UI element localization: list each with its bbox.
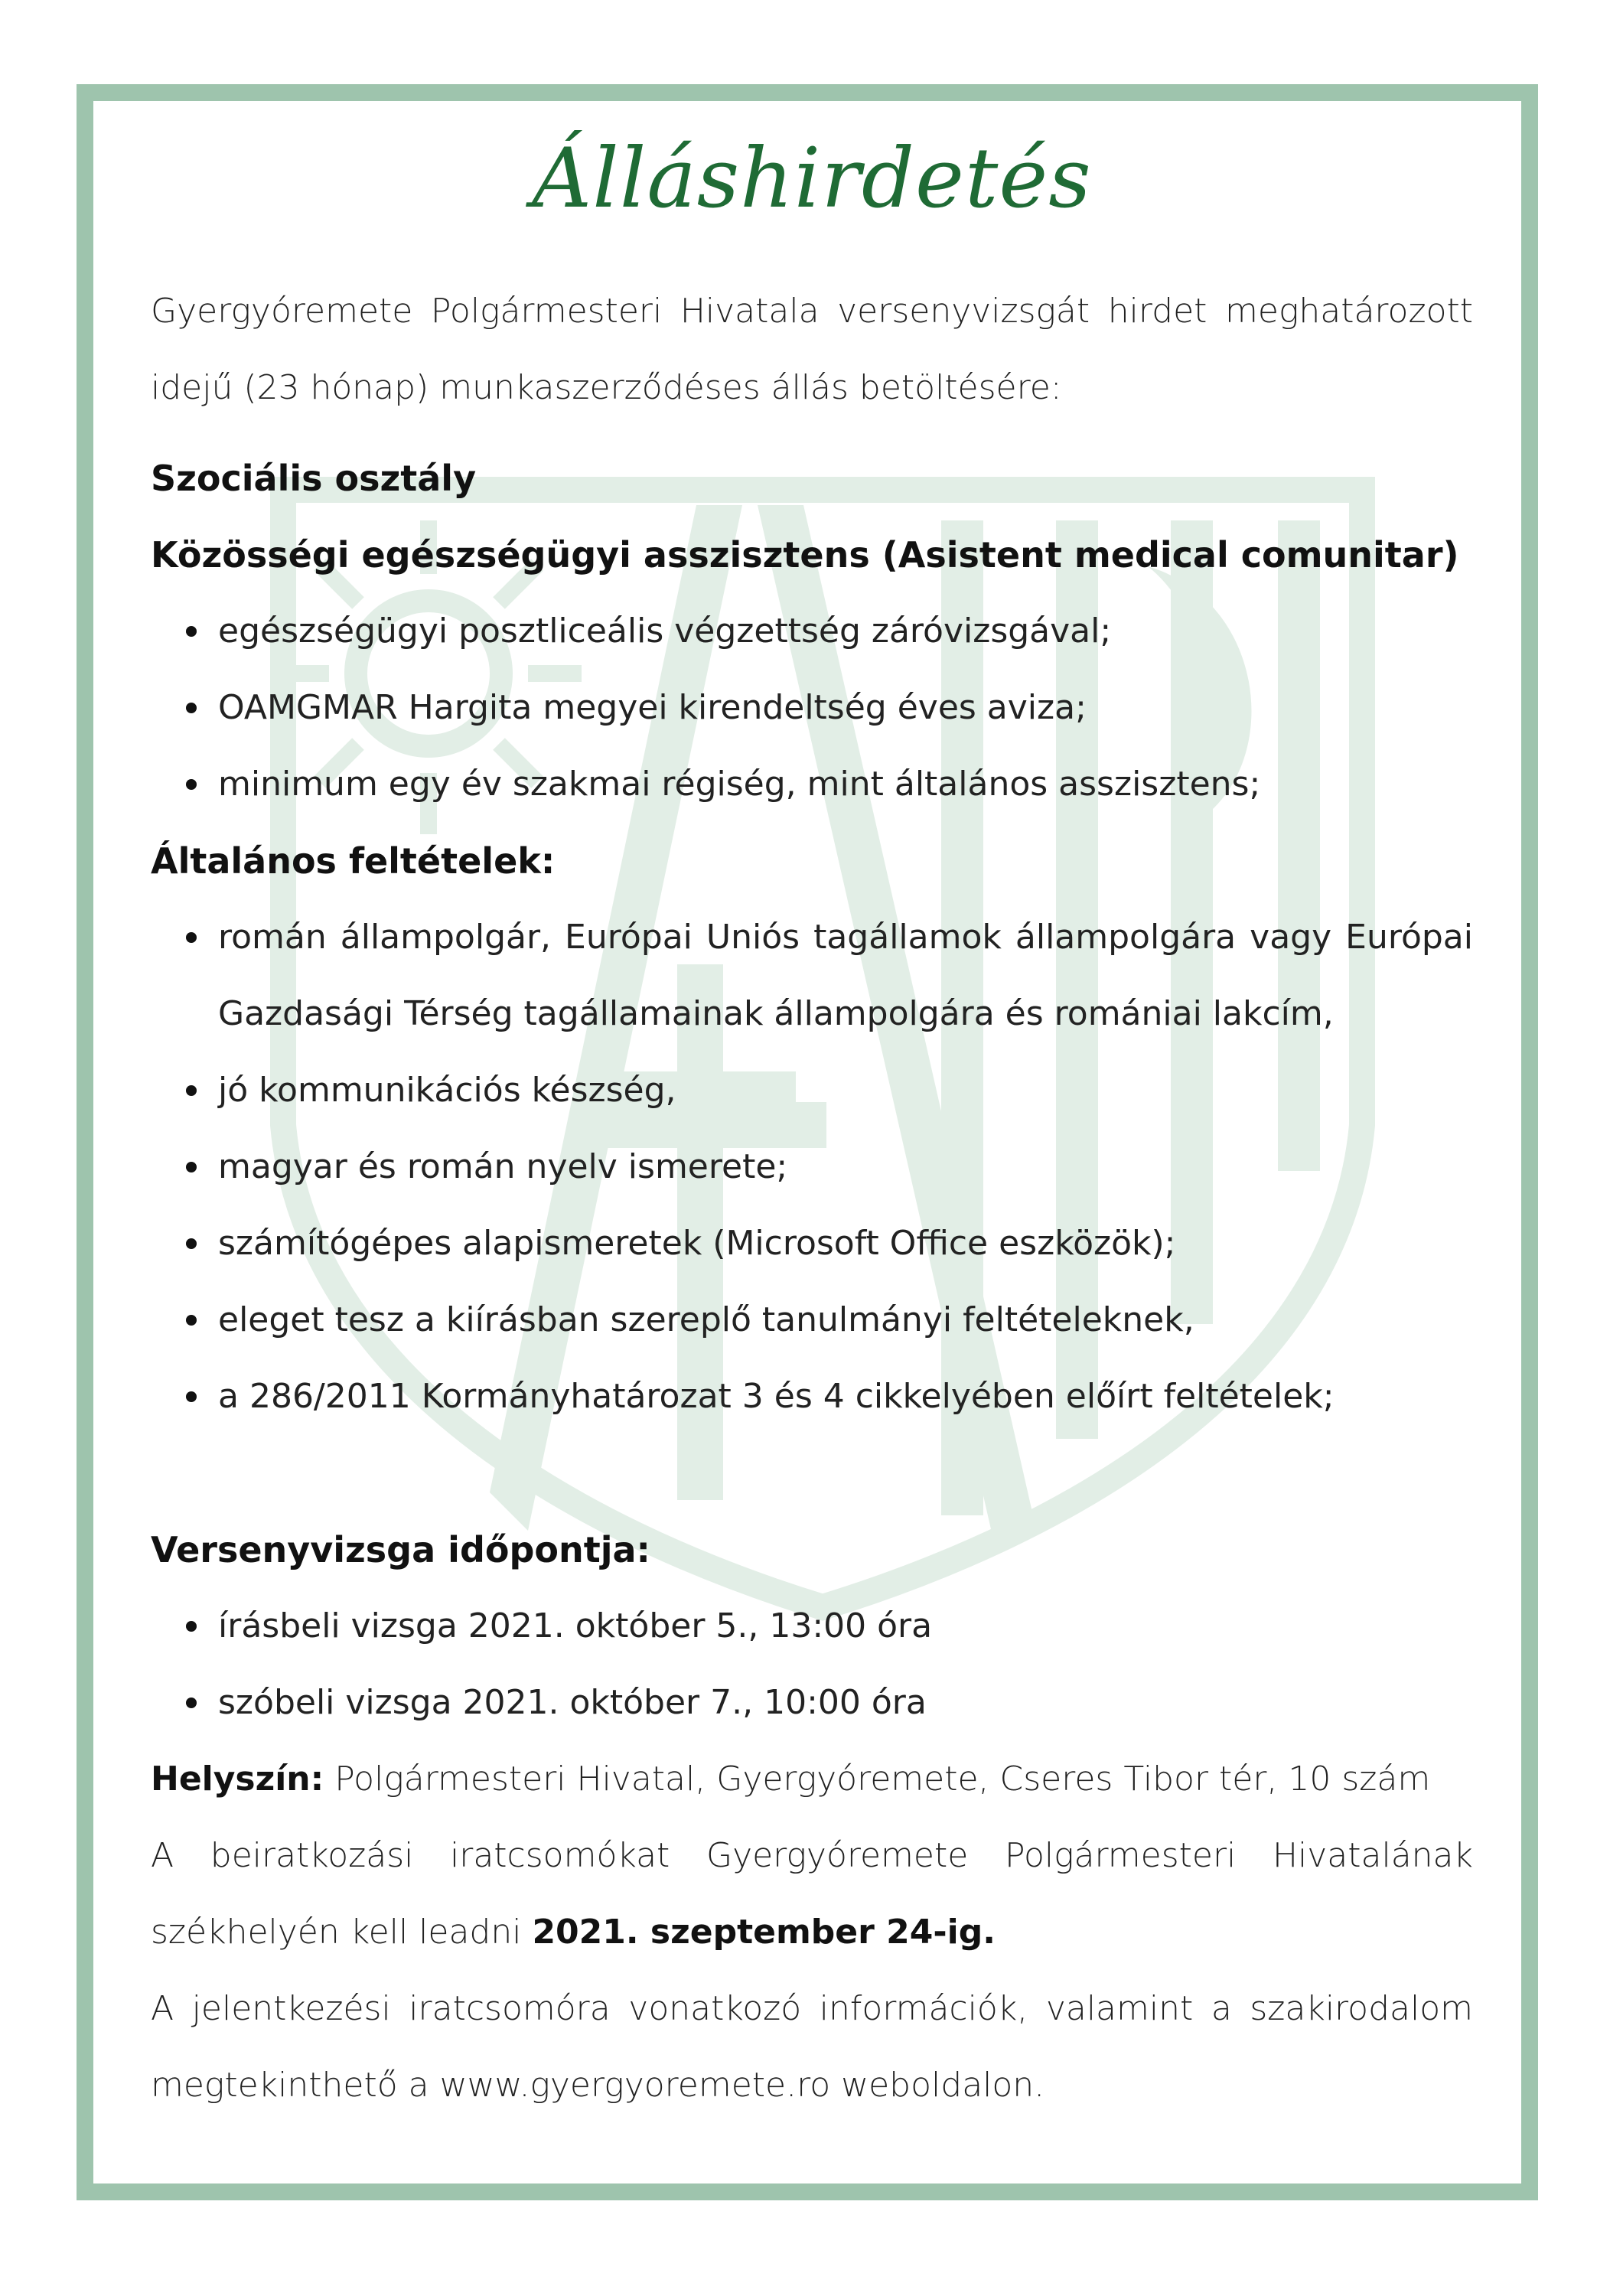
list-item: OAMGMAR Hargita megyei kirendeltség éves aviza; — [151, 670, 1473, 746]
bullet-dot-icon — [186, 1391, 197, 1402]
exam-dates-heading: Versenyvizsga időpontja: — [151, 1529, 650, 1570]
exam-dates-list — [151, 1588, 1473, 1741]
general-conditions-heading: Általános feltételek: — [151, 840, 556, 882]
bullet-dot-icon — [186, 1698, 197, 1708]
list-item: írásbeli vizsga 2021. október 5., 13:00 óra — [151, 1588, 1473, 1665]
submission-deadline: 2021. szeptember 24-ig. — [532, 1913, 996, 1952]
bullet-dot-icon — [186, 1085, 197, 1096]
general-conditions-list — [151, 899, 1473, 1435]
page-title: Álláshirdetés — [532, 131, 1092, 227]
list-item: szóbeli vizsga 2021. október 7., 10:00 óra — [151, 1665, 1473, 1741]
submission-text: A beiratkozási iratcsomókat Gyergyóremete Polgármesteri Hivatalának székhelyén kell leadni — [151, 1836, 1473, 1952]
location-line — [151, 1741, 1473, 1818]
list-item: jó kommunikációs készség, — [151, 1052, 1473, 1129]
bullet-dot-icon — [186, 932, 197, 943]
list-item: minimum egy év szakmai régiség, mint általános asszisztens; — [151, 746, 1473, 823]
intro-paragraph: Gyergyóremete Polgármesteri Hivatala versenyvizsgát hirdet meghatározott idejű (23 hónap) munkaszerződéses állás betöltésére: — [151, 292, 1473, 407]
location-label: Helyszín: — [151, 1760, 324, 1799]
position-heading: Közösségi egészségügyi asszisztens (Asistent medical comunitar) — [151, 534, 1459, 576]
bullet-dot-icon — [186, 1238, 197, 1249]
list-item: számítógépes alapismeretek (Microsoft Office eszközök); — [151, 1205, 1473, 1282]
submission-paragraph — [151, 1818, 1473, 1971]
list-item: eleget tesz a kiírásban szereplő tanulmányi feltételeknek, — [151, 1282, 1473, 1358]
department-heading: Szociális osztály — [151, 458, 477, 499]
list-item: a 286/2011 Kormányhatározat 3 és 4 cikkelyében előírt feltételek; — [151, 1358, 1473, 1435]
list-item: egészségügyi posztliceális végzettség záróvizsgával; — [151, 593, 1473, 670]
bullet-dot-icon — [186, 626, 197, 637]
list-item: magyar és román nyelv ismerete; — [151, 1129, 1473, 1205]
bullet-dot-icon — [186, 779, 197, 790]
bullet-dot-icon — [186, 703, 197, 713]
bullet-dot-icon — [186, 1315, 197, 1326]
info-paragraph: A jelentkezési iratcsomóra vonatkozó információk, valamint a szakirodalom megtekinthető a www.gyergyoremete.ro weboldalon. — [151, 1989, 1473, 2105]
bullet-dot-icon — [186, 1162, 197, 1172]
location-value: Polgármesteri Hivatal, Gyergyóremete, Cseres Tibor tér, 10 szám — [324, 1760, 1431, 1799]
bullet-dot-icon — [186, 1621, 197, 1632]
position-requirements-list — [151, 593, 1473, 823]
list-item: román állampolgár, Európai Uniós tagállamok állampolgára vagy Európai Gazdasági Térség tagállamainak állampolgára és romániai lakcím, — [151, 899, 1473, 1052]
